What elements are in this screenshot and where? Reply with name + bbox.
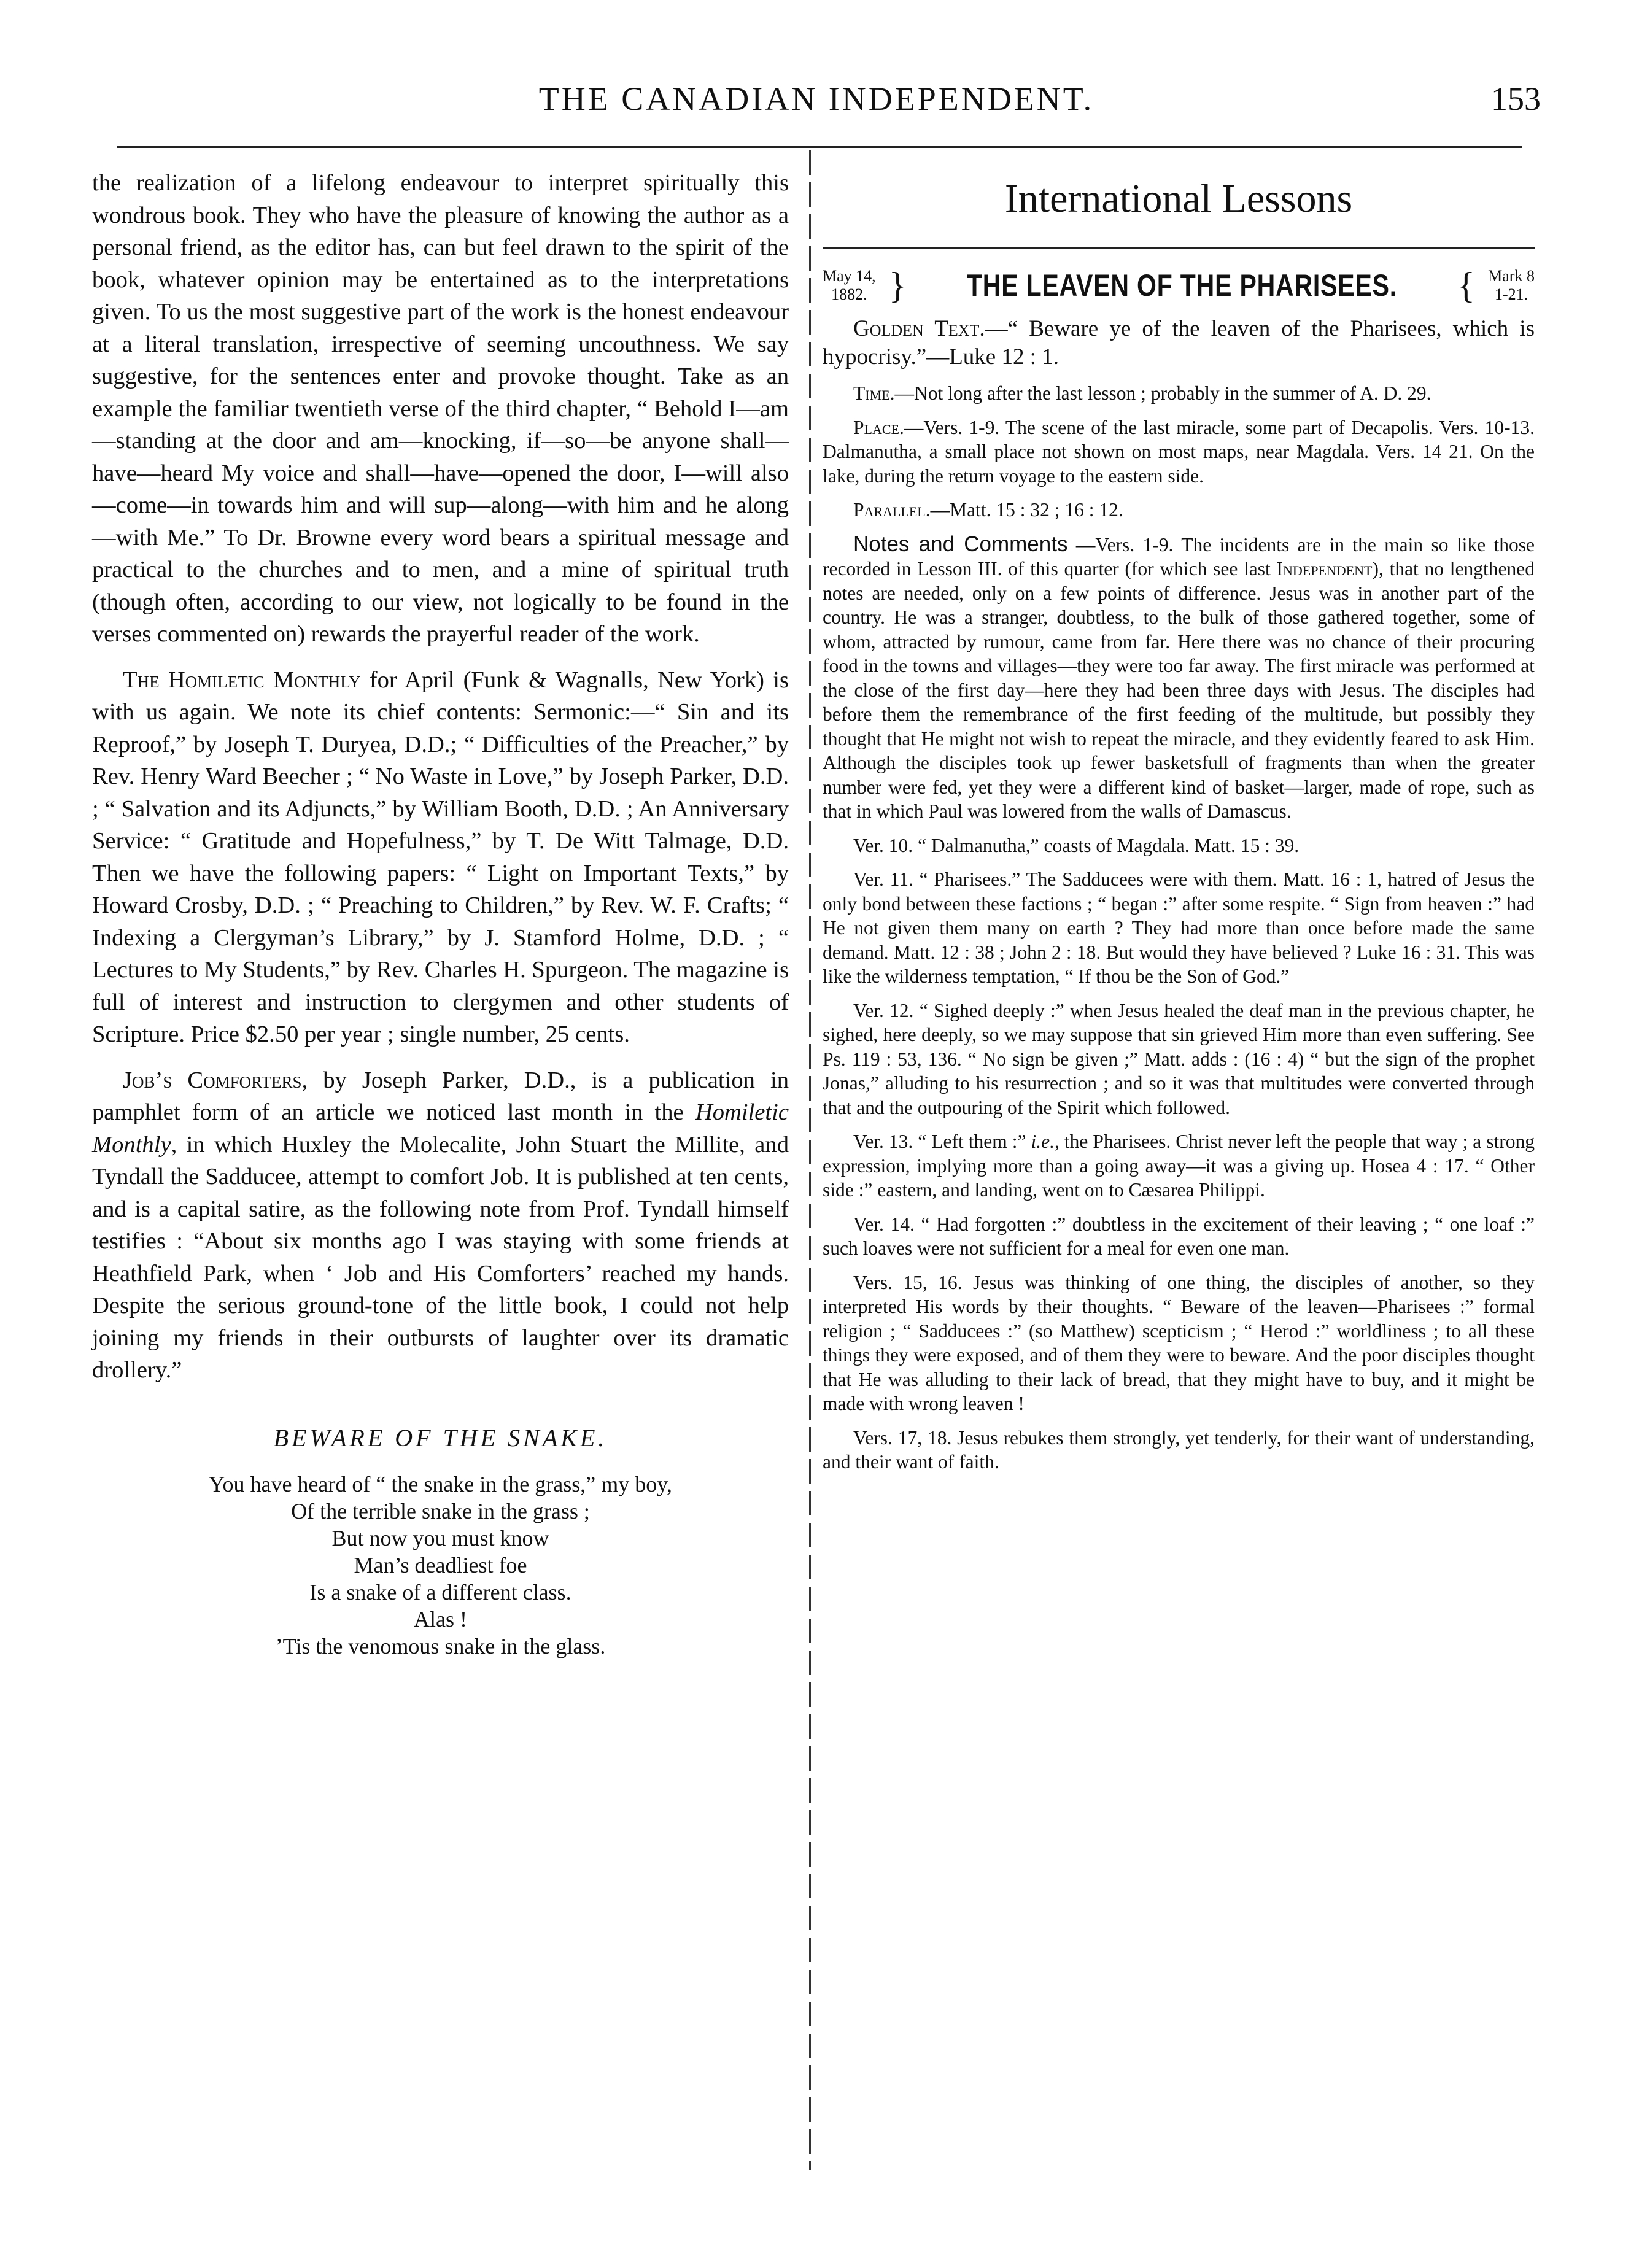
poem-line: Man’s deadliest foe [354, 1552, 527, 1577]
lesson-heading [823, 267, 1535, 304]
left-column [92, 167, 789, 1660]
journal-title: THE CANADIAN INDEPENDENT. [538, 80, 1094, 117]
section-rule [823, 247, 1535, 249]
review-paragraph-homiletic: The Homiletic Monthly for April (Funk & Wagnalls, New York) is with us again. We note its chief contents: Sermonic:—“ Sin and its Reproof,” by Joseph T. Duryea, D.D.; “ Difficulties of the Preacher,” by Rev. Henry Ward Beecher ; “ No Waste in Love,” by Joseph Parker, D.D. ; “ Salvation and its Adjuncts,” by William Booth, D.D. ; An Anniversary Service: “ Gratitude and Hopefulness,” by T. De Witt Talmage, D.D. Then we have the following papers: “ Light on Important Texts,” by Howard Crosby, D.D. ; “ Preaching to Children,” by Rev. W. F. Crafts; “ Indexing a Clergyman’s Library,” by J. Stamford Holme, D.D. ; “ Lectures to My Students,” by Rev. Charles H. Spurgeon. The magazine is full of interest and instruction to clergymen and other students of Scripture. Price $2.50 per year ; single number, 25 cents. [92, 667, 789, 1047]
homiletic-monthly-lead: The Homiletic Monthly [123, 667, 361, 693]
poem-line: But now you must know [331, 1525, 549, 1550]
verse-note-12: Ver. 12. “ Sighed deeply :” when Jesus healed the deaf man in the previous chapter, he sighed, here deeply, so we may suppose that sin grieved Him more than even suffering. See Ps. 119 : 53, 136. “ No sign be given ;” Matt. adds : (16 : 4) “ but the sign of the prophet Jonas,” alluding to his resurrection ; and so it was that multitudes were converted through that and the outpouring of the Spirit which followed. [823, 999, 1535, 1118]
page-number: 153 [1491, 80, 1541, 117]
poem-line: You have heard of “ the snake in the grass,” my boy, [209, 1471, 672, 1496]
verse-note-11: Ver. 11. “ Pharisees.” The Sadducees were with them. Matt. 16 : 1, hatred of Jesus the only bond between these factions ; “ began :” after some respite. “ Sign from heaven :” had He not given them many on earth ? They had more than once before made the same demand. Matt. 12 : 38 ; John 2 : 18. But would they have believed ? Luke 16 : 31. This was like the wilderness temptation, “ If thou be the Son of God.” [823, 869, 1535, 987]
verse-note-14: Ver. 14. “ Had forgotten :” doubtless in the excitement of their leaving ; “ one loaf :” such loaves were not sufficient for a meal for even one man. [823, 1213, 1535, 1259]
poem [92, 1423, 789, 1660]
section-title: International Lessons [1004, 176, 1353, 221]
header-rule [117, 146, 1522, 148]
verse-note-15-16: Vers. 15, 16. Jesus was thinking of one thing, the disciples of another, so they interpreted His words by their thoughts. “ Beware of the leaven—Pharisees :” formal religion ; “ Sadducees :” (so Matthew) scepticism ; “ Herod :” worldliness ; to all these things they were exposed, and of them they were to beware. And the poor disciples thought that He was alluding to their lack of bread, that they might have to buy, and it might be made with wrong leaven ! [823, 1271, 1535, 1414]
poem-line: Alas ! [414, 1606, 467, 1631]
notes-and-comments: Notes and Comments —Vers. 1-9. The incidents are in the main so like those recorded in Lesson III. of this quarter (for which see last Independent), that no lengthened notes are needed, only on a few points of difference. Jesus was in another part of the country. He was a stranger, doubtless, to the bulk of those gathered together, some of whom, attracted by rumour, came from far. Here there was no chance of their procuring food in the towns and villages—they were too far away. The first miracle was performed at the close of the first day—here they had been three days with Jesus. The disciples had before them the remembrance of the first feeding of the multitude, but possibly they thought that He might not wish to repeat the miracle, and they evidently feared to ask Him. Although the disciples took up fewer basketsfull of fragments than when the greater number were fed, yet they were a different kind of basket—larger, made of rope, such as that in which Paul was lowered from the walls of Damascus. [823, 532, 1535, 822]
right-column [823, 167, 1535, 1484]
lesson-date: May 14, 1882. [823, 267, 876, 303]
verse-note-13: Ver. 13. “ Left them :” i.e., the Pharisees. Christ never left the people that way ; a strong expression, implying more than a going away—it was a giving up. Hosea 4 : 17. “ Other side :” eastern, and landing, went on to Cæsarea Philippi. [823, 1131, 1535, 1201]
poem-line: Is a snake of a different class. [309, 1579, 571, 1604]
lesson-time: Time.—Not long after the last lesson ; probably in the summer of A. D. 29. [853, 382, 1431, 404]
review-paragraph-jobs-comforters: Job’s Comforters, by Joseph Parker, D.D., is a publication in pamphlet form of an article we noticed last month in the Homiletic Monthly, in which Huxley the Molecalite, John Stuart the Millite, and Tyndall the Sadducee, attempt to comfort Job. It is published at ten cents, and is a capital satire, as the following note from Prof. Tyndall himself testifies : “About six months ago I was staying with some friends at Heathfield Park, when ‘ Job and His Comforters’ reached my hands. Despite the serious ground-tone of the little book, I could not help joining my friends in their outbursts of laughter over its dramatic drollery.” [92, 1067, 789, 1383]
brace-glyph: { [1457, 265, 1475, 306]
running-head [86, 72, 1547, 128]
column-divider [809, 150, 811, 2170]
lesson-title: THE LEAVEN OF THE PHARISEES. [966, 268, 1397, 303]
poem-title: BEWARE OF THE SNAKE. [273, 1423, 608, 1452]
golden-text: Golden Text.—“ Beware ye of the leaven of the Pharisees, which is hypocrisy.”—Luke 12 : 1. [823, 316, 1535, 370]
review-paragraph-browne: the realization of a lifelong endeavour to interpret spiritually this wondrous book. They who have the pleasure of knowing the author as a personal friend, as the editor has, can but feel drawn to the spirit of the book, whatever opinion may be entertained as to the interpretations given. To us the most suggestive part of the work is the honest endeavour at a literal translation, irrespective of seeming uncouthness. We say suggestive, for the sentences enter and provoke thought. Take as an example the familiar twentieth verse of the third chapter, “ Behold I—am—standing at the door and am—knocking, if—so—be anyone shall—have—heard My voice and shall—have—opened the door, I—will also—come—in towards him and will sup—along—with him and he along—with Me.” To Dr. Browne every word bears a spiritual message and practical to the churches and to men, and a mine of spiritual truth (though often, according to our view, not logically to be found in the verses commented on) rewards the prayerful reader of the work. [92, 170, 789, 647]
brace-glyph: } [888, 265, 907, 306]
poem-line: ’Tis the venomous snake in the glass. [275, 1633, 606, 1658]
lesson-parallel: Parallel.—Matt. 15 : 32 ; 16 : 12. [853, 499, 1123, 521]
lesson-scripture-ref: Mark 8 1-21. [1488, 267, 1535, 303]
verse-note-10: Ver. 10. “ Dalmanutha,” coasts of Magdala. Matt. 15 : 39. [853, 834, 1300, 856]
verse-note-17-18: Vers. 17, 18. Jesus rebukes them strongly, yet tenderly, for their want of understanding, and their want of faith. [823, 1426, 1535, 1473]
jobs-comforters-lead: Job’s Comforters [123, 1067, 302, 1093]
poem-line: Of the terrible snake in the grass ; [291, 1498, 590, 1523]
lesson-place: Place.—Vers. 1-9. The scene of the last miracle, some part of Decapolis. Vers. 10-13. Dalmanutha, a small place not shown on most maps, near Magdala. Vers. 14 21. On the lake, during the return voyage to the eastern side. [823, 416, 1535, 487]
